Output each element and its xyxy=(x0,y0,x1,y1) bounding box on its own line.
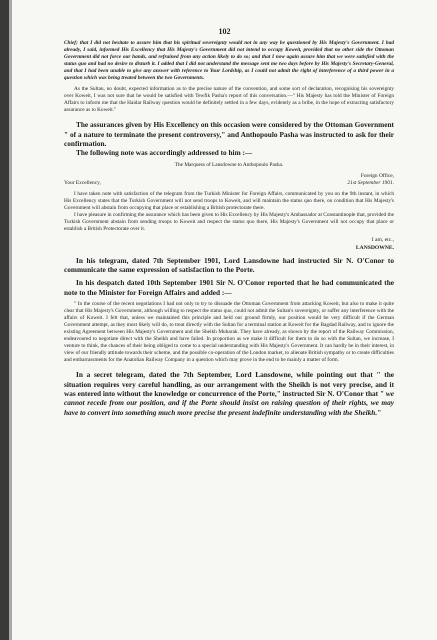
letter-closing: I am, etc., xyxy=(371,237,394,244)
paragraph-3: The assurances given by His Excellency on this occasion were considered by the Ottoman Government " of a nature to terminate the present controversy," and Anthopoulo Pasha was instructed to ask for their confirmation. xyxy=(64,120,394,149)
paragraph-2: As the Sultan, no doubt, expected information as to the precise nature of the convention, and some sort of declaration, recognising his sovereignty over Koweit, I was not sure that he would be satisfied with Tewfik Pasha's report of this conversation.—" His Majesty has told the Minister of Foreign Affairs to inform me that the Haidar Railway question would be definitely settled in a few days, evidently as a bribe, in the hope of extracting satisfactory assurance as to Koweit." xyxy=(64,86,394,114)
paragraph-4: The following note was accordingly addressed to him :— xyxy=(76,148,253,158)
letter-date: 21st September 1901. xyxy=(347,179,394,186)
paragraph-7: In his telegram, dated 7th September 1901, Lord Lansdowne had instructed Sir N. O'Conor to communicate the same expression of satisfaction to the Porte. xyxy=(64,255,394,275)
paragraph-10-italic: we cannot recede from our position, and if the Porte should insist on raising question of their rights, we may have to convert into something much more precise the present indefinite understanding with the Sheikh. xyxy=(64,389,394,417)
paragraph-10-end: " xyxy=(377,407,382,417)
letter-paragraph-1: I have taken note with satisfaction of the telegram from the Turkish Minister for Foreign Affairs, communicated by you on the 9th instant, in which His Excellency states that the Turkish Government will not send troops to Koweit, and will maintain the status quo there, on condition that His Majesty's Government will abstain from occupying that place or establishing a British protectorate there. xyxy=(64,191,394,212)
page-number: 102 xyxy=(218,27,231,36)
paragraph-10 xyxy=(64,370,394,416)
quoted-despatch: " In the course of the recent negotiations I had not only to try to dissuade the Ottoman Government from attacking Koweit, but also to make it quite clear that His Majesty's Government, although willing to respect the status quo, could not admit the Sultan's sovereignty, or suffer any interference with the affairs of Koweit. I felt that, unless we maintained this principle and held our ground firmly, our position would be very difficult if the German Government attempt, as they most likely will do, to treat directly with the Sultan for a terminal station at Koweit for the Bagdad Railway, and to ignore the existing Agreement between His Majesty's Government and the Sheikh Mubarak. They have already, as shown by the report of the Railway Commission, endeavoured to negotiate direct with the Sheikh and have failed. In proportion as we make it difficult for them to do so with the Sultan, we increase, I venture to think, the chances of their being obliged to come to a special understanding with His Majesty's Government. It can hardly be in their interest, in view of our friendly attitude towards their scheme, and the possible co-operation of the London market, to alienate British sympathy or to create difficulties and embarrassments for the Anatolian Railway Company in a question which may prove in the end to be mainly a matter of form. xyxy=(64,300,394,364)
document-page xyxy=(12,0,437,640)
binding-edge-dark xyxy=(0,0,9,640)
paragraph-10-text: In a secret telegram, dated the 7th September, Lord Lansdowne, while pointing out that " the situation requires very careful handling, as our arrangement with the Sheikh is not very precise, and it was entered into without the knowledge or concurrence of the Porte," instructed Sir N. O'Conor that " xyxy=(64,370,394,398)
letter-signature: LANSDOWNE. xyxy=(355,244,394,251)
letter-heading: The Marquess of Lansdowne to Anthopoulo Pasha. xyxy=(174,161,284,168)
page-body xyxy=(64,40,394,417)
salutation: Your Excellency, xyxy=(64,179,101,186)
paragraph-1: Chief; that I did not hesitate to assure him that his spiritual sovereignty would not in any way be questioned by His Majesty's Government. I had already, I said, informed His Excellency that His Majesty's Government did not intend to occupy Koweit, provided that no other side the Ottoman Government did not force our hands, and refrained from any action likely to do so; and that I now again assure him that we were satisfied with the status quo and had no desire to disturb it. I added that I did not understand the message sent me two days before by His Majesty's Secretary-General, and that I had been unable to give any answer with reference to Your Lordship, as I could not admit the right of interference of a third power in a question which was being treated between the two Governments. xyxy=(64,40,394,82)
letter-header-row xyxy=(64,180,394,187)
letter-paragraph-2: I have pleasure in confirming the assurance which has been given to His Excellency by His Majesty's Ambassador at Constantinople that, provided the Turkish Government abstain from sending troops to Koweit and respect the status quo there, His Majesty's Government will not occupy that place or establish a British Protectorate over it. xyxy=(64,212,394,233)
paragraph-8: In his despatch dated 10th September 1901 Sir N. O'Conor reported that he had communicated the note to the Minister for Foreign Affairs and added :— xyxy=(64,278,394,297)
letter-office: Foreign Office, xyxy=(360,172,394,179)
